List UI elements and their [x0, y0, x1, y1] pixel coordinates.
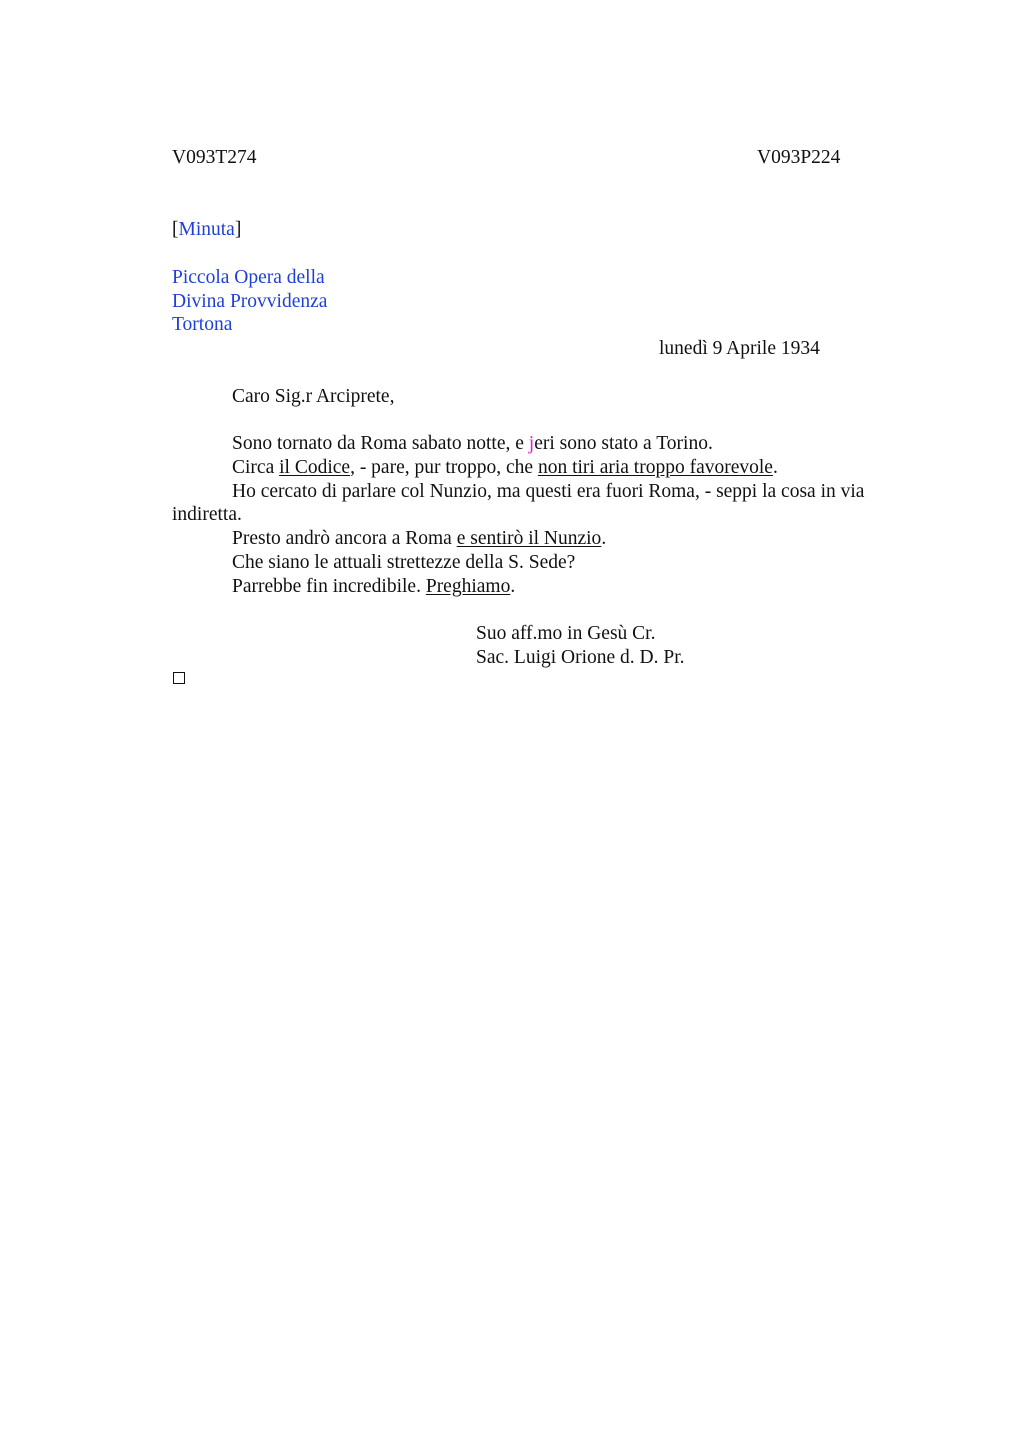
p6-end: .	[510, 576, 516, 597]
p2-underline-favorevole: non tiri aria troppo favorevole	[537, 457, 773, 478]
body-paragraph-2	[232, 456, 778, 480]
right-code: V093P224	[757, 147, 841, 168]
body-paragraph-5: Che siano le attuali strettezze della S. Sede?	[232, 552, 576, 573]
letter-date: lunedì 9 Aprile 1934	[659, 338, 820, 359]
p2-underline-codice: il Codice	[279, 457, 351, 478]
open-bracket: [	[172, 219, 179, 240]
body-paragraph-1	[232, 432, 713, 456]
end-marker-box-icon	[173, 672, 185, 684]
letterhead-line-1: Piccola Opera della	[172, 267, 325, 288]
p2-pre: Circa	[232, 457, 280, 478]
closing-line-1: Suo aff.mo in Gesù Cr.	[476, 623, 656, 644]
signature: Sac. Luigi Orione d. D. Pr.	[476, 647, 685, 668]
body-paragraph-4	[232, 527, 606, 551]
p6-underline-preghiamo: Preghiamo	[425, 576, 511, 597]
p4-underline-nunzio: e sentirò il Nunzio	[456, 528, 602, 549]
p1-highlight: j	[528, 433, 535, 454]
minuta-note	[172, 218, 241, 242]
p4-pre: Presto andrò ancora a Roma	[232, 528, 457, 549]
p1-after: eri sono stato a Torino.	[534, 433, 713, 454]
salutation: Caro Sig.r Arciprete,	[232, 386, 395, 407]
letterhead-line-2: Divina Provvidenza	[172, 291, 328, 312]
body-paragraph-3-line-1: Ho cercato di parlare col Nunzio, ma questi era fuori Roma, - seppi la cosa in via	[232, 481, 865, 502]
body-paragraph-3-line-2: indiretta.	[172, 504, 242, 525]
p2-mid: , - pare, pur troppo, che	[350, 457, 538, 478]
minuta-label: Minuta	[178, 219, 235, 240]
p1-before: Sono tornato da Roma sabato notte, e	[232, 433, 529, 454]
p4-end: .	[601, 528, 607, 549]
letterhead-line-3: Tortona	[172, 314, 233, 335]
p6-pre: Parrebbe fin incredibile.	[232, 576, 426, 597]
left-code: V093T274	[172, 147, 257, 168]
body-paragraph-6	[232, 575, 515, 599]
close-bracket: ]	[234, 219, 242, 240]
p2-end: .	[772, 457, 778, 478]
